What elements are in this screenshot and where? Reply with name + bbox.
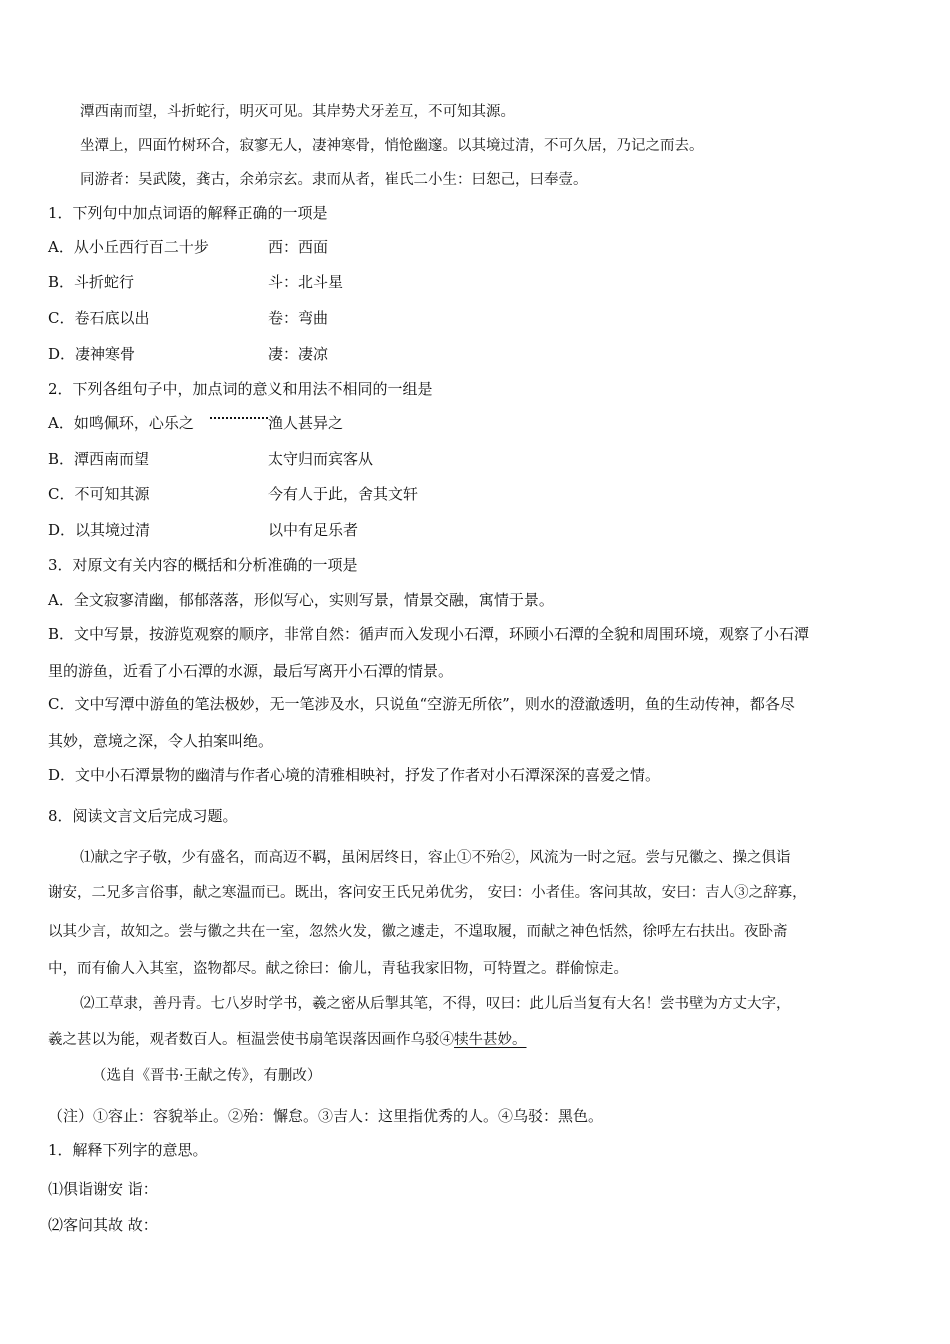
q2-option-b-text: B．潭西南而望	[48, 450, 150, 468]
passage-paragraph-1: 潭西南而望，斗折蛇行，明灭可见。其岸势犬牙差互，不可知其源。	[80, 104, 515, 120]
q8-section-1-line-1: ⑴献之字子敬，少有盛名，而高迈不羁，虽闲居终日，容止①不殆②，风流为一时之冠。尝与兄徽之、操之俱诣	[80, 850, 791, 866]
q1-option-b-explanation: 斗：北斗星	[268, 273, 344, 291]
passage-paragraph-3: 同游者：吴武陵，龚古，余弟宗玄。隶而从者，崔氏二小生：曰恕己，曰奉壹。	[80, 172, 588, 188]
q1-stem: 1．下列句中加点词语的解释正确的一项是	[48, 204, 328, 222]
q2-option-a-compare: 渔人甚异之	[268, 414, 344, 432]
q2-stem: 2．下列各组句子中，加点词的意义和用法不相同的一组是	[48, 380, 433, 398]
q2-option-b-compare: 太守归而宾客从	[268, 450, 374, 468]
q8-section-2-line-2-text: 羲之甚以为能，观者数百人。桓温尝使书扇笔误落因画作乌驳④	[48, 1032, 454, 1048]
q8-item-2: ⑵客问其故 故：	[48, 1216, 158, 1234]
q2-option-c-text: C．不可知其源	[48, 485, 150, 503]
q8-stem: 8．阅读文言文后完成习题。	[48, 807, 238, 825]
q8-source: （选自《晋书·王献之传》，有删改）	[92, 1068, 322, 1084]
passage-paragraph-2: 坐潭上，四面竹树环合，寂寥无人，凄神寒骨，悄怆幽邃。以其境过清，不可久居，乃记之而去。	[80, 138, 704, 154]
q8-item-1: ⑴俱诣谢安 诣：	[48, 1180, 158, 1198]
q3-option-c-line-1: C．文中写潭中游鱼的笔法极妙，无一笔涉及水，只说鱼“空游无所依”，则水的澄澈透明，鱼的生动传神，都各尽	[48, 695, 795, 713]
q3-option-c-line-2: 其妙，意境之深，令人拍案叫绝。	[48, 732, 274, 750]
q8-section-1-line-2: 谢安，二兄多言俗事，献之寒温而已。既出，客问安王氏兄弟优劣， 安曰：小者佳。客问其故，安曰：吉人③之辞寡，	[48, 885, 807, 901]
q3-option-a: A．全文寂寥清幽，郁郁落落，形似写心，实则写景，情景交融，寓情于景。	[48, 591, 554, 609]
q2-option-d-compare: 以中有足乐者	[268, 521, 359, 539]
q3-option-b-line-1: B．文中写景，按游览观察的顺序，非常自然：循声而入发现小石潭，环顾小石潭的全貌和周围环境，观察了小石潭	[48, 625, 810, 643]
q8-section-2-line-2	[48, 1030, 902, 1050]
q1-option-a-text: A．从小丘西行百二十步	[48, 238, 209, 256]
q2-option-c-compare: 今有人于此，舍其文轩	[268, 485, 419, 503]
q1-option-c-explanation: 卷：弯曲	[268, 309, 329, 327]
q2-option-a-text: A．如鸣佩环，心乐之	[48, 414, 194, 432]
q8-sub-question-1: 1．解释下列字的意思。	[48, 1141, 208, 1159]
q2-option-d-text: D．以其境过清	[48, 521, 151, 539]
q1-option-d-text: D．凄神寒骨	[48, 345, 136, 363]
q1-option-a-explanation: 西：西面	[268, 238, 329, 256]
q8-section-1-line-3: 以其少言，故知之。尝与徽之共在一室，忽然火发，徽之遽走，不遑取履，而献之神色恬然，徐呼左右扶出。夜卧斋	[48, 924, 788, 940]
q3-option-b-line-2: 里的游鱼，近看了小石潭的水源，最后写离开小石潭的情景。	[48, 662, 454, 680]
q1-option-d-explanation: 凄：凄凉	[268, 345, 329, 363]
q1-option-c-text: C．卷石底以出	[48, 309, 150, 327]
q8-section-2-line-1: ⑵工草隶，善丹青。七八岁时学书，羲之密从后掣其笔，不得，叹曰：此儿后当复有大名！尝书壁为方丈大字，	[80, 996, 791, 1012]
q8-section-1-line-4: 中，而有偷人入其室，盗物都尽。献之徐曰：偷儿，青毡我家旧物，可特置之。群偷惊走。	[48, 961, 628, 977]
q1-option-b-text: B．斗折蛇行	[48, 273, 135, 291]
q3-stem: 3．对原文有关内容的概括和分析准确的一项是	[48, 556, 358, 574]
emphasis-dots	[210, 413, 268, 419]
q8-notes: （注）①容止：容貌举止。②殆：懈怠。③吉人：这里指优秀的人。④乌驳：黑色。	[48, 1107, 604, 1125]
q3-option-d: D．文中小石潭景物的幽清与作者心境的清雅相映衬，抒发了作者对小石潭深深的喜爱之情。	[48, 766, 661, 784]
q8-underlined-sentence: 犊牛甚妙。	[454, 1032, 527, 1048]
